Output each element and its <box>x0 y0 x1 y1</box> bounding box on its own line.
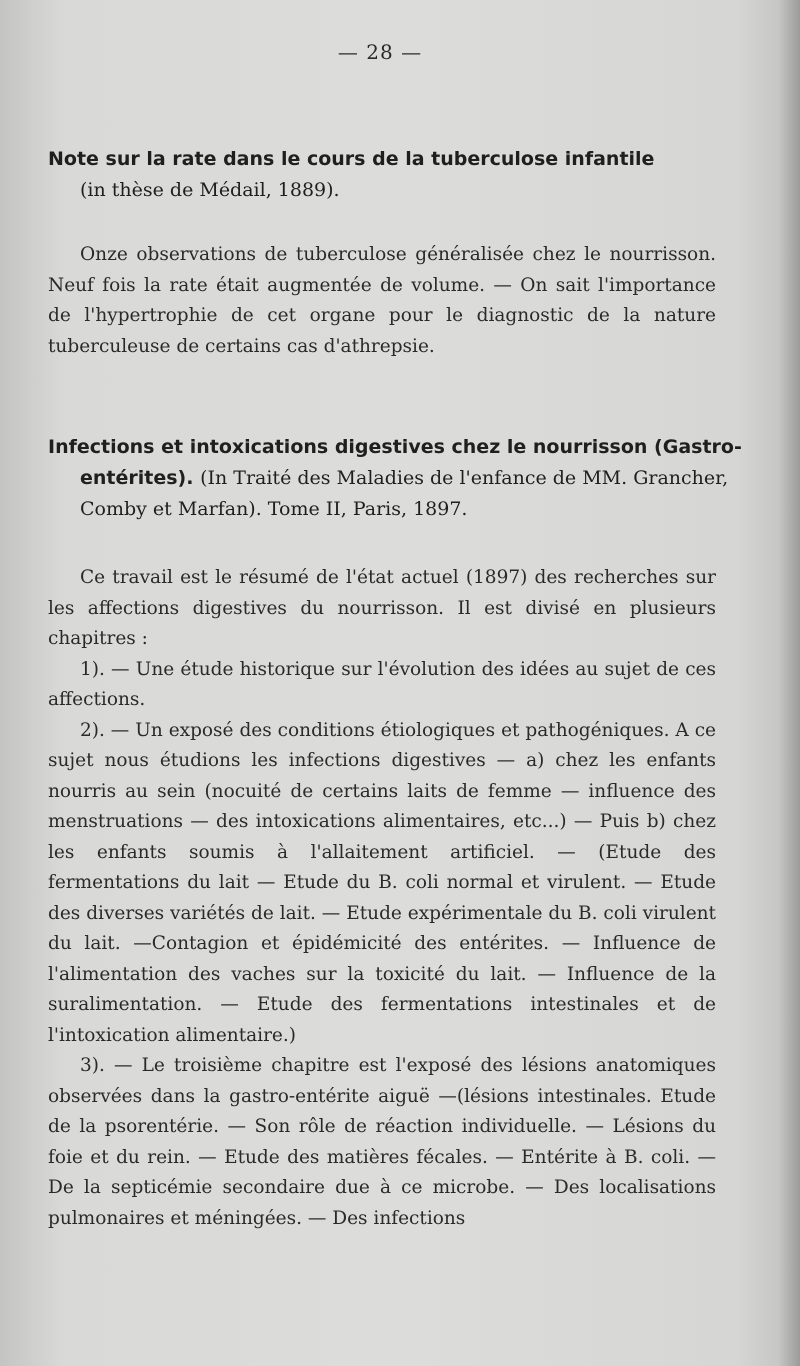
section-1-heading <box>48 144 748 206</box>
section-2-title: Infections et intoxications digestives chez le nourrisson (Gastro-entérites). <box>48 436 742 489</box>
section-2-heading <box>48 432 748 525</box>
section-2-reference: (In Traité des Maladies de l'enfance de MM. Grancher, Comby et Marfan). Tome II, Paris, 1897. <box>80 467 729 520</box>
section-2-paragraph-intro: Ce travail est le résumé de l'état actuel (1897) des recherches sur les affections digestives du nourrisson. Il est divisé en plusieurs chapitres : <box>48 567 716 649</box>
page-number: — 28 — <box>337 40 423 64</box>
section-2-paragraph-chapter-1: 1). — Une étude historique sur l'évolution des idées au sujet de ces affections. <box>48 658 716 710</box>
section-1-reference: (in thèse de Médail, 1889). <box>80 179 340 201</box>
section-2-paragraph-chapter-3: 3). — Le troisième chapitre est l'exposé des lésions anatomiques observées dans la gastro-entérite aiguë —(lésions intestinales. Etude de la psorentérie. — Son rôle de réaction individuelle. — Lésions du foie et du rein. — Etude des matières fécales. — Entérite à B. coli. — De la septicémie secondaire due à ce microbe. — Des localisations pulmonaires et méningées. — Des infections <box>48 1055 716 1229</box>
section-1-title: Note sur la rate dans le cours de la tuberculose infantile <box>48 148 655 170</box>
section-2-paragraph-chapter-2: 2). — Un exposé des conditions étiologiques et pathogéniques. A ce sujet nous étudions les infections digestives — a) chez les enfants nourris au sein (nocuité de certains laits de femme — influence des menstruations — des intoxications alimentaires, etc...) — Puis b) chez les enfants soumis à l'allaitement artificiel. — (Etude des fermentations du lait — Etude du B. coli normal et virulent. — Etude des diverses variétés de lait. — Etude expérimentale du B. coli virulent du lait. —Contagion et épidémicité des entérites. — Influence de l'alimentation des vaches sur la toxicité du lait. — Influence de la suralimentation. — Etude des fermentations intestinales et de l'intoxication alimentaire.) <box>48 719 716 1046</box>
section-2-body <box>48 563 716 1234</box>
section-1-paragraph: Onze observations de tuberculose généralisée chez le nourrisson. Neuf fois la rate était augmentée de volume. — On sait l'importance de l'hypertrophie de cet organe pour le diagnostic de la nature tuberculeuse de certains cas d'athrepsie. <box>48 244 716 357</box>
section-1-body <box>48 240 716 362</box>
page-gutter-shadow <box>778 0 800 1366</box>
